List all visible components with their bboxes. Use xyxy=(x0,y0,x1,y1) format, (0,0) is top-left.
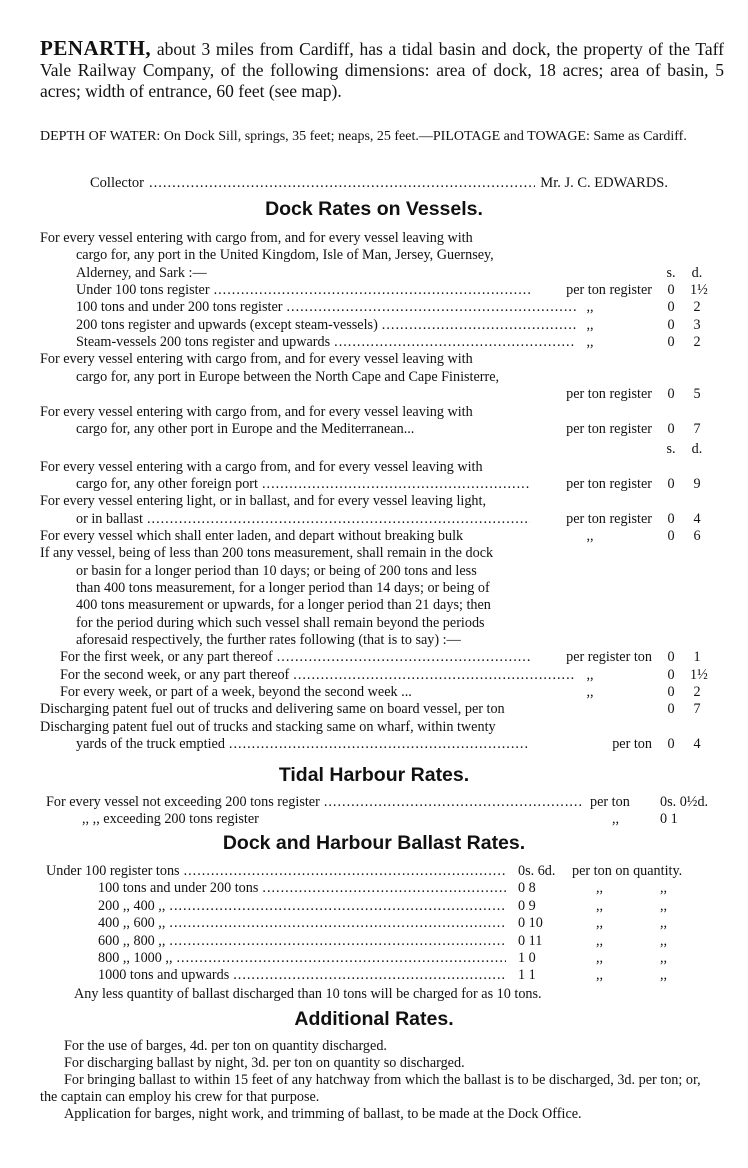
rate-text: than 400 tons measurement, for a longer period than 14 days; or being of xyxy=(76,580,490,596)
ballast-label-text: Under 100 register tons xyxy=(46,863,180,879)
rate-shillings: 0 xyxy=(667,420,675,437)
rate-description xyxy=(76,317,580,334)
ballast-label xyxy=(98,880,510,897)
ballast-label xyxy=(98,967,510,984)
rate-shillings: 0 xyxy=(667,386,675,403)
rate-text: Discharging patent fuel out of trucks and delivering same on board vessel, per ton xyxy=(40,701,505,718)
rate-pence: 1½ xyxy=(690,282,708,299)
rate-text: For every week, or part of a week, beyond the second week ... xyxy=(60,684,412,701)
rate-row xyxy=(0,684,748,701)
ballast-unit: ,, xyxy=(660,967,668,984)
rate-text: For every vessel which shall enter laden, and depart without breaking bulk xyxy=(40,527,464,544)
rate-pence: 1½ xyxy=(690,666,708,683)
ballast-price: 0 11 xyxy=(518,932,543,949)
col-header-d: d. xyxy=(691,441,703,458)
additional-paragraph: For bringing ballast to within 15 feet of any hatchway from which the ballast is to be discharged, 3d. per ton; or, the captain can employ his crew for that purpose. xyxy=(40,1072,701,1105)
rate-row xyxy=(0,511,748,528)
rate-row xyxy=(0,404,748,421)
dock-rates-heading: Dock Rates on Vessels. xyxy=(265,198,483,220)
rate-text: cargo for, any other foreign port xyxy=(76,475,258,492)
additional-paragraph: Application for barges, night work, and trimming of ballast, to be made at the Dock Office. xyxy=(64,1106,582,1122)
rate-unit: ,, xyxy=(586,684,594,701)
rate-row xyxy=(0,597,748,614)
col-header-s: s. xyxy=(666,441,676,458)
leader-dots xyxy=(184,863,506,880)
additional-paragraph: For the use of barges, 4d. per ton on quantity discharged. xyxy=(64,1038,387,1054)
rate-description xyxy=(40,459,652,476)
tidal-text: For every vessel not exceeding 200 tons register xyxy=(46,794,320,810)
ballast-unit: ,, xyxy=(596,932,604,949)
rate-text: Alderney, and Sark :— xyxy=(76,264,207,281)
rate-text: For every vessel entering with a cargo from, and for every vessel leaving with xyxy=(40,458,483,475)
leader-dots xyxy=(169,898,506,915)
rate-description xyxy=(76,632,652,649)
rate-shillings: 0 xyxy=(667,736,675,753)
collector-label: Collector xyxy=(90,175,144,191)
rate-description xyxy=(40,545,652,562)
ballast-price: 0s. 6d. xyxy=(518,863,556,879)
rate-shillings: 0 xyxy=(667,649,675,666)
rate-row xyxy=(0,334,748,351)
rate-unit: ,, xyxy=(586,527,594,544)
rate-row xyxy=(0,701,748,718)
ballast-unit: ,, xyxy=(596,950,604,966)
rate-unit: per ton register xyxy=(566,282,652,299)
rate-text: or basin for a longer period than 10 days; or being of 200 tons and less xyxy=(76,562,477,579)
leader-dots xyxy=(149,175,535,192)
ballast-unit: ,, xyxy=(660,915,668,932)
rate-pence: 7 xyxy=(693,420,701,437)
rate-pence: 2 xyxy=(693,684,701,701)
rate-unit: ,, xyxy=(586,316,594,333)
leader-dots xyxy=(277,649,530,666)
rate-shillings: 0 xyxy=(667,527,675,544)
ballast-price: 0 9 xyxy=(518,897,536,914)
leader-dots xyxy=(286,299,576,316)
rate-row xyxy=(0,580,748,597)
rate-description xyxy=(76,476,534,493)
ballast-label xyxy=(98,933,510,950)
leader-dots xyxy=(147,511,530,528)
ballast-row xyxy=(0,880,748,897)
rate-shillings: 0 xyxy=(667,475,675,492)
rate-text: Discharging patent fuel out of trucks and stacking same on wharf, within twenty xyxy=(40,718,496,735)
ballast-label-text: 1000 tons and upwards xyxy=(98,967,230,984)
rate-text: For every vessel entering light, or in ballast, and for every vessel leaving light, xyxy=(40,493,486,510)
tidal-description xyxy=(82,811,582,828)
ballast-row xyxy=(0,933,748,950)
rate-pence: 7 xyxy=(693,701,701,718)
leader-dots xyxy=(169,915,506,932)
rate-description xyxy=(76,736,534,753)
ballast-label-text: 800 ,, 1000 ,, xyxy=(98,950,173,966)
ballast-label-text: 400 ,, 600 ,, xyxy=(98,915,166,932)
rate-row xyxy=(0,351,748,368)
rate-unit: per ton register xyxy=(566,510,652,527)
rate-shillings: 0 xyxy=(667,684,675,701)
additional-paragraph: For discharging ballast by night, 3d. per ton on quantity so discharged. xyxy=(64,1055,465,1071)
rate-description xyxy=(76,615,652,632)
ballast-unit: ,, xyxy=(660,950,668,966)
rate-row xyxy=(0,649,748,666)
rate-text: aforesaid respectively, the further rates following (that is to say) :— xyxy=(76,632,461,649)
rate-text: for the period during which such vessel shall remain beyond the periods xyxy=(76,614,485,631)
ballast-price: 0 10 xyxy=(518,915,543,932)
tidal-unit: per ton xyxy=(590,794,630,810)
tidal-rates-heading: Tidal Harbour Rates. xyxy=(278,764,470,786)
ballast-label-text: 200 ,, 400 ,, xyxy=(98,897,166,914)
rate-pence: 5 xyxy=(693,386,701,403)
rate-text: 400 tons measurement or upwards, for a longer period than 21 days; then xyxy=(76,597,491,614)
additional-rates-heading: Additional Rates. xyxy=(294,1008,454,1030)
rate-pence: 2 xyxy=(693,299,701,316)
rate-shillings: 0 xyxy=(667,316,675,333)
ballast-row xyxy=(0,863,748,880)
rate-unit: per ton register xyxy=(566,386,652,403)
depth-of-water: DEPTH OF WATER: On Dock Sill, springs, 35 feet; neaps, 25 feet.—PILOTAGE and TOWAGE: Same as Cardiff. xyxy=(40,129,687,144)
rate-row xyxy=(0,441,748,458)
rate-text: yards of the truck emptied xyxy=(76,736,225,753)
rate-row xyxy=(0,528,748,545)
rate-shillings: 0 xyxy=(667,299,675,316)
ballast-row xyxy=(0,967,748,984)
rate-row xyxy=(0,719,748,736)
ballast-label xyxy=(98,915,510,932)
ballast-label xyxy=(98,950,510,967)
intro-paragraph xyxy=(40,38,724,102)
rate-text: 100 tons and under 200 tons register xyxy=(76,299,283,316)
rate-text: If any vessel, being of less than 200 tons measurement, shall remain in the dock xyxy=(40,545,494,562)
ballast-price: 1 0 xyxy=(518,950,536,966)
leader-dots xyxy=(233,967,506,984)
tidal-row xyxy=(0,811,748,828)
rate-row xyxy=(0,563,748,580)
tidal-value: 0s. 0½d. xyxy=(660,794,709,810)
rate-pence: 6 xyxy=(693,527,701,544)
ballast-label-text: 100 tons and under 200 tons xyxy=(98,880,259,897)
col-header-s: s. xyxy=(666,264,676,281)
rate-row xyxy=(0,247,748,264)
rate-row xyxy=(0,265,748,282)
rate-row xyxy=(0,736,748,753)
rate-unit: per register ton xyxy=(566,649,652,666)
rate-shillings: 0 xyxy=(667,666,675,683)
rate-text: For every vessel entering with cargo from, and for every vessel leaving with xyxy=(40,403,473,420)
rate-unit: ,, xyxy=(586,334,594,351)
collector-line xyxy=(90,175,668,192)
rate-row xyxy=(0,386,748,403)
rate-description xyxy=(60,684,580,701)
tidal-value: 0 1 xyxy=(660,811,678,827)
rate-description xyxy=(40,493,652,510)
leader-dots xyxy=(334,334,576,351)
leader-dots xyxy=(229,736,530,753)
rate-text: cargo for, any port in the United Kingdom, Isle of Man, Jersey, Guernsey, xyxy=(76,247,494,264)
col-header-d: d. xyxy=(691,264,703,281)
rate-description xyxy=(76,421,534,438)
rate-row xyxy=(0,476,748,493)
rate-pence: 1 xyxy=(693,649,701,666)
intro-text: about 3 miles from Cardiff, has a tidal basin and dock, the property of the Taff Vale Railway Company, of the following dimensions: area of dock, 18 acres; area of basin, 5 acres; width of entrance, 60 feet (see map). xyxy=(40,39,724,101)
ballast-unit: ,, xyxy=(596,897,604,914)
rate-text: For every vessel entering with cargo from, and for every vessel leaving with xyxy=(40,230,473,246)
rate-shillings: 0 xyxy=(667,282,675,299)
rate-unit: ,, xyxy=(586,299,594,316)
rate-text: cargo for, any port in Europe between the North Cape and Cape Finisterre, xyxy=(76,368,500,385)
rate-description xyxy=(40,230,652,247)
rate-text: or in ballast xyxy=(76,510,143,527)
ballast-unit: ,, xyxy=(660,897,668,914)
rate-text: For the first week, or any part thereof xyxy=(60,649,273,666)
tidal-description xyxy=(46,794,586,811)
rate-description xyxy=(76,282,534,299)
rate-description xyxy=(76,511,534,528)
leader-dots xyxy=(382,317,576,334)
rate-description xyxy=(76,247,652,264)
rate-row xyxy=(0,632,748,649)
leader-dots xyxy=(262,476,530,493)
tidal-text: ,, ,, exceeding 200 tons register xyxy=(82,811,259,827)
ballast-label xyxy=(98,898,510,915)
place-name: PENARTH, xyxy=(40,36,152,60)
rate-description xyxy=(76,334,580,351)
rate-row xyxy=(0,282,748,299)
leader-dots xyxy=(214,282,530,299)
collector-name: Mr. J. C. EDWARDS. xyxy=(540,175,668,191)
ballast-row xyxy=(0,915,748,932)
rate-shillings: 0 xyxy=(667,334,675,351)
rate-description xyxy=(76,580,652,597)
rate-description xyxy=(76,265,652,282)
rate-row xyxy=(0,459,748,476)
rate-text: For every vessel entering with cargo from, and for every vessel leaving with xyxy=(40,351,473,368)
rate-text: Under 100 tons register xyxy=(76,282,210,299)
rate-description xyxy=(60,649,534,666)
rate-pence: 4 xyxy=(693,736,701,753)
ballast-label xyxy=(46,863,510,880)
ballast-unit: ,, xyxy=(596,967,604,984)
rate-row xyxy=(0,493,748,510)
ballast-price: 1 1 xyxy=(518,967,536,984)
rate-unit: per ton register xyxy=(566,420,652,437)
rate-row xyxy=(0,615,748,632)
rate-row xyxy=(0,230,748,247)
ballast-rates-heading: Dock and Harbour Ballast Rates. xyxy=(222,832,526,854)
tidal-unit: ,, xyxy=(612,811,620,827)
rate-text: For the second week, or any part thereof xyxy=(60,666,290,683)
rate-unit: per ton xyxy=(612,736,652,753)
rate-text: 200 tons register and upwards (except steam-vessels) xyxy=(76,316,378,333)
ballast-label-text: 600 ,, 800 ,, xyxy=(98,932,166,949)
rate-row xyxy=(0,545,748,562)
ballast-unit: ,, xyxy=(660,932,668,949)
rate-shillings: 0 xyxy=(667,701,675,718)
rate-description xyxy=(60,667,580,684)
rate-row xyxy=(0,299,748,316)
rate-description xyxy=(40,351,652,368)
rate-description xyxy=(40,528,580,545)
rate-description xyxy=(40,701,655,718)
leader-dots xyxy=(169,933,506,950)
ballast-unit: ,, xyxy=(596,880,604,897)
ballast-price: 0 8 xyxy=(518,880,536,897)
ballast-row xyxy=(0,950,748,967)
rate-row xyxy=(0,421,748,438)
ballast-unit: ,, xyxy=(660,880,668,897)
rate-row xyxy=(0,667,748,684)
rate-description xyxy=(40,719,652,736)
leader-dots xyxy=(293,667,576,684)
additional-rates-text xyxy=(40,1038,720,1123)
tidal-row xyxy=(0,794,748,811)
rate-text: Steam-vessels 200 tons register and upwards xyxy=(76,334,331,351)
rate-unit: ,, xyxy=(586,666,594,683)
ballast-note: Any less quantity of ballast discharged than 10 tons will be charged for as 10 tons. xyxy=(74,986,542,1002)
rate-description xyxy=(76,369,652,386)
rate-pence: 2 xyxy=(693,334,701,351)
leader-dots xyxy=(176,950,506,967)
rate-description xyxy=(76,563,652,580)
ballast-unit: ,, xyxy=(596,915,604,932)
rate-row xyxy=(0,317,748,334)
rate-description xyxy=(76,299,580,316)
ballast-unit: per ton on quantity. xyxy=(572,863,683,879)
rate-description xyxy=(40,404,652,421)
leader-dots xyxy=(324,794,582,811)
ballast-row xyxy=(0,898,748,915)
rate-text: cargo for, any other port in Europe and the Mediterranean... xyxy=(76,420,415,437)
rate-pence: 4 xyxy=(693,510,701,527)
rate-unit: per ton register xyxy=(566,475,652,492)
rate-row xyxy=(0,369,748,386)
rate-pence: 9 xyxy=(693,475,701,492)
leader-dots xyxy=(262,880,506,897)
rate-description xyxy=(76,597,652,614)
rate-pence: 3 xyxy=(693,316,701,333)
rate-shillings: 0 xyxy=(667,510,675,527)
